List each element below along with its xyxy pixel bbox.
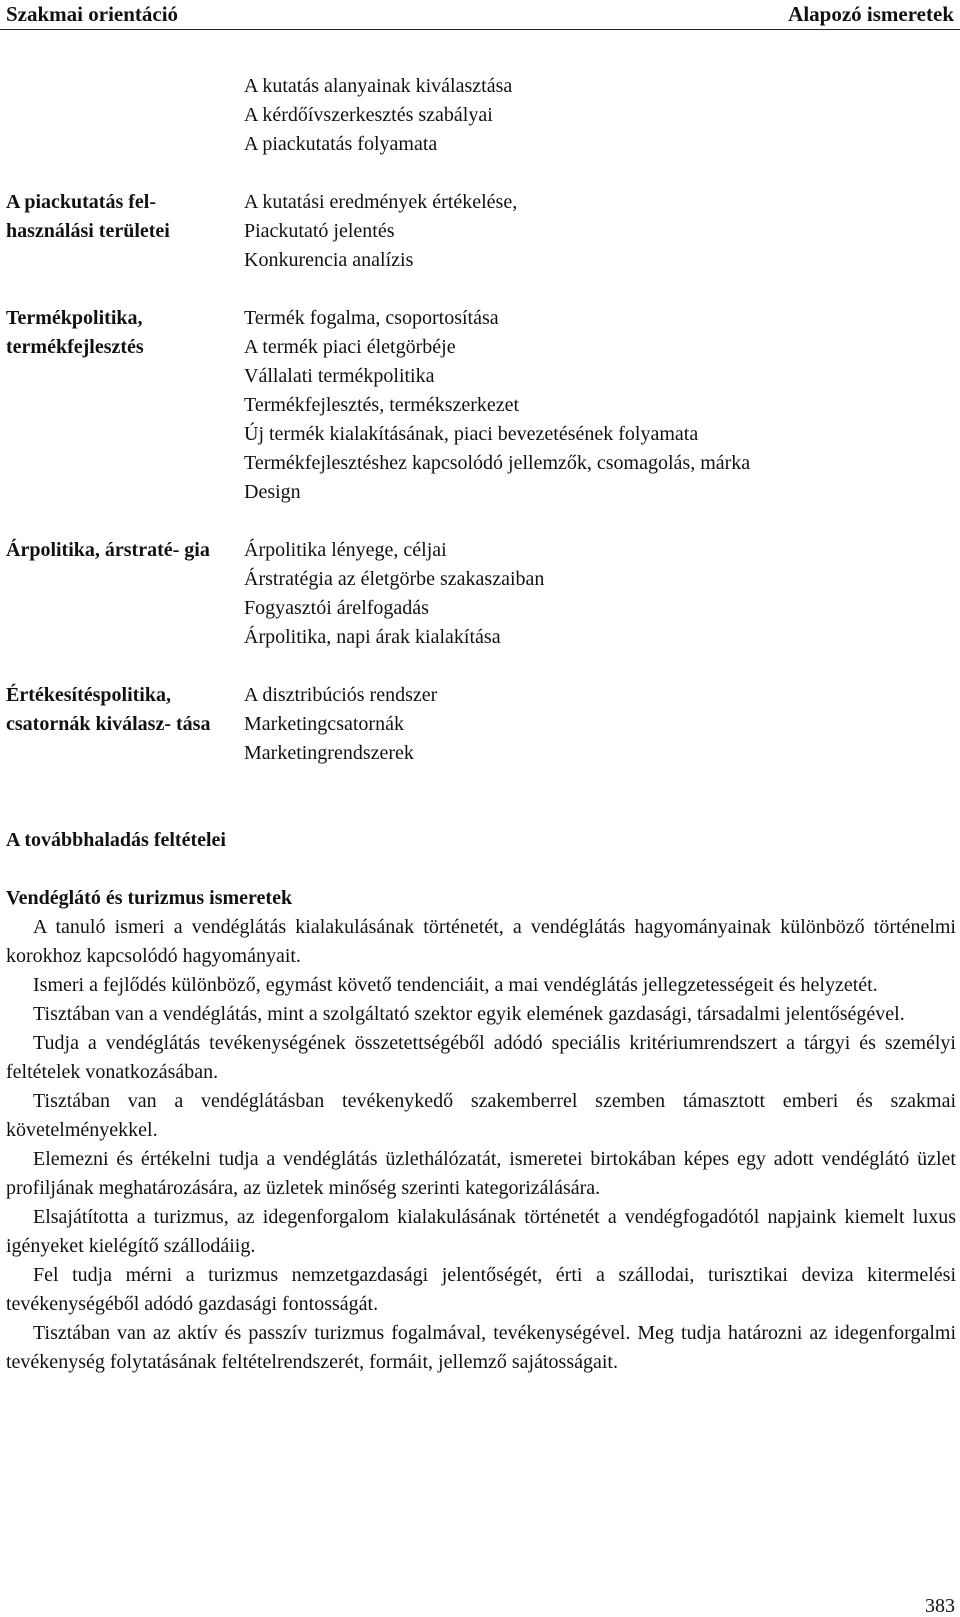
topic-items (244, 72, 960, 159)
section-title: A továbbhaladás feltételei (6, 829, 226, 851)
topic-items (244, 304, 960, 507)
topic-item: Új termék kialakításának, piaci bevezetésének folyamata (244, 423, 699, 445)
topic-item: Marketingrendszerek (244, 742, 414, 764)
topic-item: Vállalati termékpolitika (244, 365, 435, 387)
paragraph: Elsajátította a turizmus, az idegenforgalom kialakulásának történetét a vendégfogadótól napjaink kiemelt luxus igényeket kielégítő szállodáiig. (6, 1206, 956, 1257)
topic-row (0, 72, 960, 159)
topic-item: Termék fogalma, csoportosítása (244, 307, 499, 329)
paragraph: Tisztában van az aktív és passzív turizmus fogalmával, tevékenységével. Meg tudja határozni az idegenforgalmi tevékenység folytatásának feltételrendszerét, formáit, jellemző sajátosságait. (6, 1322, 956, 1373)
topic-item: A kutatás alanyainak kiválasztása (244, 75, 513, 97)
subsection-title: Vendéglátó és turizmus ismeretek (6, 887, 293, 909)
header-divider (0, 29, 960, 30)
paragraph: Tisztában van a vendéglátásban tevékenykedő szakemberrel szemben támasztott emberi és szakmai követelményekkel. (6, 1090, 956, 1141)
topic-item: Árpolitika, napi árak kialakítása (244, 626, 501, 648)
paragraph: A tanuló ismeri a vendéglátás kialakulásának történetét, a vendéglátás hagyományainak különböző történelmi korokhoz kapcsolódó hagyományait. (6, 916, 956, 967)
topic-title: Termékpolitika, termékfejlesztés (6, 307, 144, 358)
topic-item: A kérdőívszerkesztés szabályai (244, 104, 493, 126)
topic-item: Fogyasztói árelfogadás (244, 597, 429, 619)
topic-row (0, 536, 960, 652)
topic-item: A termék piaci életgörbéje (244, 336, 456, 358)
topic-title: Árpolitika, árstraté- gia (6, 539, 210, 561)
topic-row (0, 188, 960, 275)
requirements-text (6, 913, 956, 1377)
topic-list (0, 72, 960, 797)
paragraph: Fel tudja mérni a turizmus nemzetgazdasági jelentőségét, érti a szállodai, turisztikai deviza kitermelési tevékenységéből adódó gazdasági fontosságát. (6, 1264, 956, 1315)
topic-item: Termékfejlesztéshez kapcsolódó jellemzők, csomagolás, márka (244, 452, 751, 474)
topic-item: Árpolitika lényege, céljai (244, 539, 447, 561)
topic-item: Marketingcsatornák (244, 713, 404, 735)
page-number: 383 (925, 1595, 955, 1617)
topic-item: A kutatási eredmények értékelése, (244, 191, 518, 213)
topic-item: Konkurencia analízis (244, 249, 414, 271)
paragraph: Ismeri a fejlődés különböző, egymást követő tendenciáit, a mai vendéglátás jellegzetességeit és helyzetét. (33, 974, 878, 996)
paragraph: Tisztában van a vendéglátás, mint a szolgáltató szektor egyik elemének gazdasági, társadalmi jelentőségével. (33, 1003, 905, 1025)
page-header (0, 0, 960, 32)
topic-title: Értékesítéspolitika, csatornák kiválasz- tása (6, 684, 211, 735)
paragraph: Tudja a vendéglátás tevékenységének összetettségéből adódó speciális kritériumrendszert a tárgyi és személyi feltételek vonatkozásában. (6, 1032, 956, 1083)
topic-item: A disztribúciós rendszer (244, 684, 438, 706)
topic-item: Piackutató jelentés (244, 220, 395, 242)
paragraph: Elemezni és értékelni tudja a vendéglátás üzlethálózatát, ismeretei birtokában képes egy adott vendéglátó üzlet profiljának meghatározására, az üzletek minőség szerinti kategorizálására. (6, 1148, 956, 1199)
topic-item: A piackutatás folyamata (244, 133, 438, 155)
topic-items (244, 536, 960, 652)
topic-title: A piackutatás fel- használási területei (6, 191, 170, 242)
topic-item: Design (244, 481, 301, 503)
topic-item: Termékfejlesztés, termékszerkezet (244, 394, 520, 416)
topic-item: Árstratégia az életgörbe szakaszaiban (244, 568, 545, 590)
topic-row (0, 304, 960, 507)
header-right-title: Alapozó ismeretek (788, 2, 954, 26)
topic-items (244, 681, 960, 768)
topic-items (244, 188, 960, 275)
topic-row (0, 681, 960, 768)
header-left-title: Szakmai orientáció (6, 2, 179, 26)
